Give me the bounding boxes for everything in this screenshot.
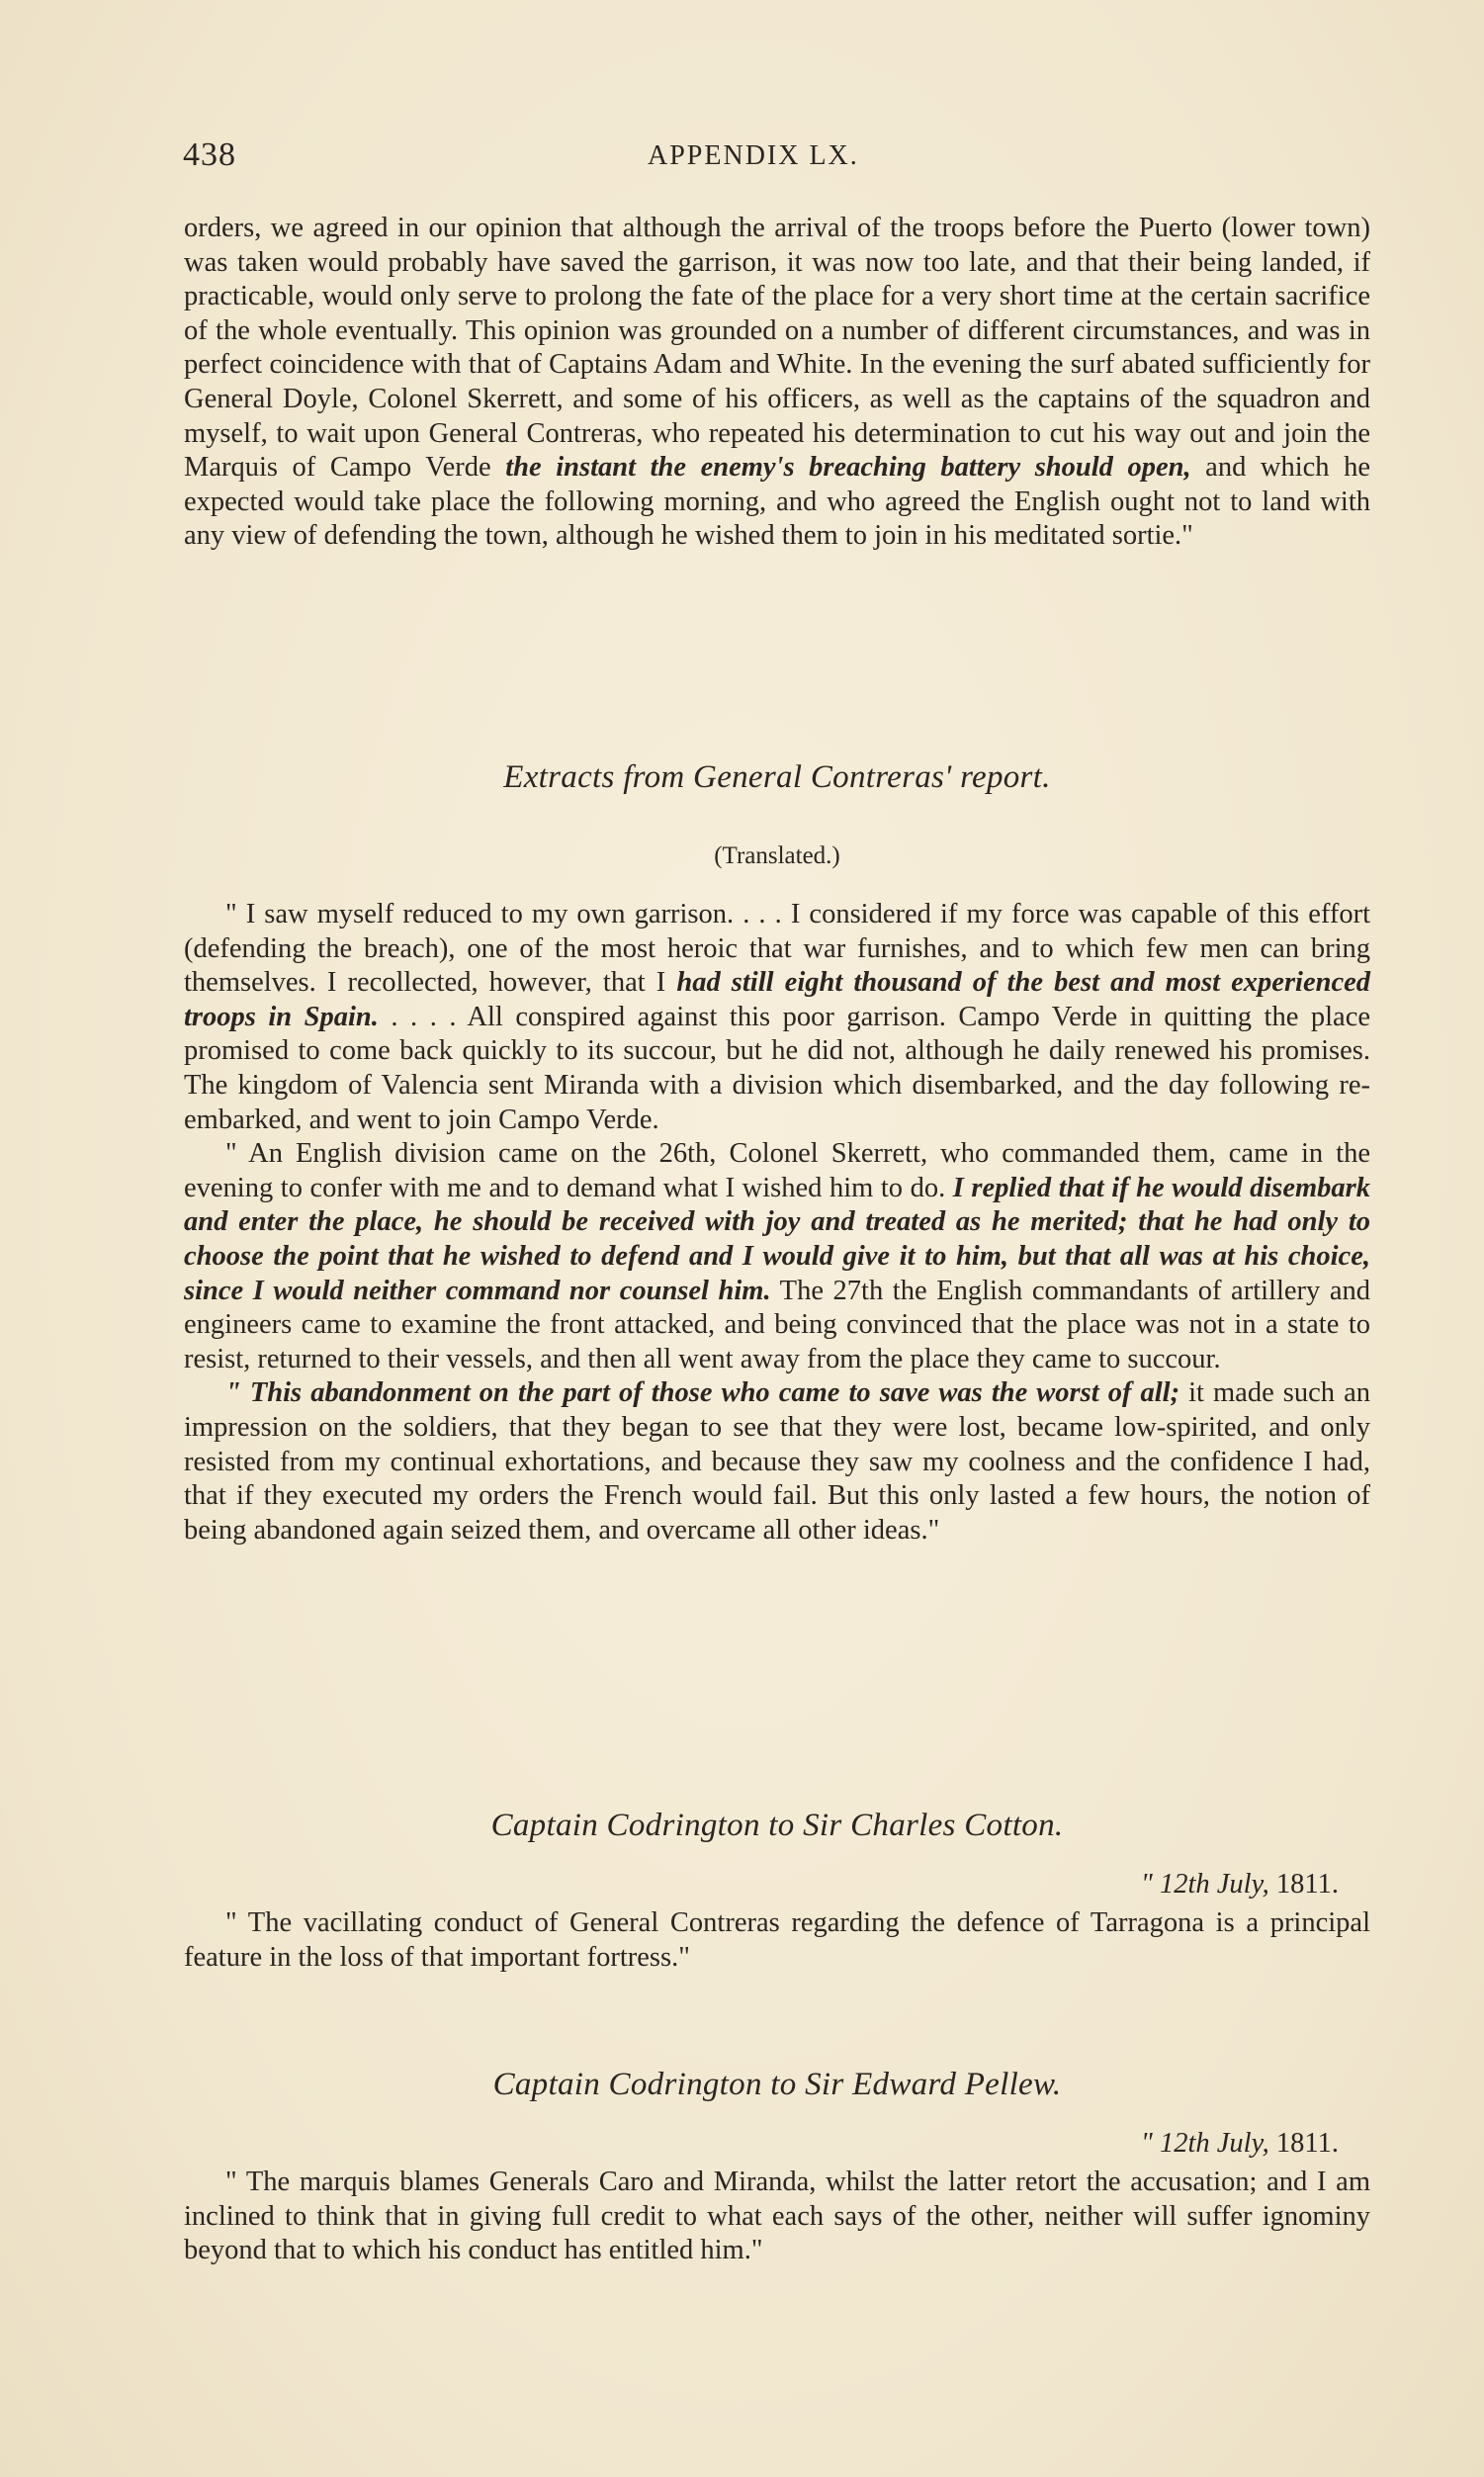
contreras-report-block xyxy=(184,898,1370,1548)
opening-emphasis: the instant the enemy's breaching battery should open, xyxy=(505,452,1191,484)
section-heading-cotton-letter: Captain Codrington to Sir Charles Cotton. xyxy=(490,1808,1064,1843)
translated-note: (Translated.) xyxy=(714,842,840,869)
cotton-letter-date xyxy=(184,1869,1339,1901)
report-paragraph-1 xyxy=(184,898,1370,1137)
page-header xyxy=(183,136,1369,186)
report-paragraph-3 xyxy=(184,1376,1370,1548)
pellew-date-year: 1811. xyxy=(1268,2128,1339,2159)
opening-paragraph xyxy=(184,212,1370,554)
opening-text: orders, we agreed in our opinion that although the arrival of the troops before the Puerto (lower town) was taken would probably have saved the garrison, it was now too late, and that their being landed, if practicable, would only serve to prolong the fate of the place for a very short time at the certain sacrifice of the whole eventually. This opinion was grounded on a number of different circumstances, and was in perfect coincidence with that of Captains Adam and White. In the evening the surf abated sufficiently for General Doyle, Colonel Skerrett, and some of his officers, as well as the captains of the squadron and myself, to wait upon General Contreras, who repeated his determination to cut his way out and join the Marquis of Campo Verde xyxy=(184,213,1370,484)
report-p1-text-end: . . . . All conspired against this poor garrison. Campo Verde in quitting the place promised to come back quickly to its succour, but he did not, although he daily renewed his promises. The kingdom of Valencia sent Miranda with a division which disembarked, and the day following re-embarked, and went to join Campo Verde. xyxy=(184,1001,1370,1135)
report-p2-emphasis: I replied that if he would disembark and enter the place, he should be received with joy and treated as he merited; that he had only to choose the point that he wished to defend and I would give it to him, but that all was at his choice, since I would neither command nor counsel him. xyxy=(184,1172,1370,1306)
pellew-letter-body: " The marquis blames Generals Caro and Miranda, whilst the latter retort the accusation; and I am inclined to think that in giving full credit to what each says of the other, neither will suffer ignominy beyond that to which his conduct has entitled him." xyxy=(184,2167,1370,2266)
opening-paragraph-block xyxy=(184,212,1370,554)
report-p3-text: it made such an impression on the soldiers, that they began to see that they were lost, became low-spirited, and only resisted from my continual exhortations, and because they saw my coolness and the confidence I had, that if they executed my orders the French would fail. But this only lasted a few hours, the notion of being abandoned again seized them, and overcame all other ideas." xyxy=(184,1377,1370,1546)
cotton-date-year: 1811. xyxy=(1268,1869,1339,1900)
report-p3-emphasis: " This abandonment on the part of those who came to save was the worst of all; xyxy=(225,1377,1180,1409)
report-p2-text: " An English division came on the 26th, Colonel Skerrett, who commanded them, came in the evening to confer with me and to demand what I wished him to do. xyxy=(184,1138,1370,1203)
opening-text-end: and which he expected would take place the following morning, and who agreed the English ought not to land with any view of defending the town, although he wished them to join in his meditated sortie." xyxy=(184,452,1370,552)
page-number: 438 xyxy=(183,136,236,173)
pellew-letter-block xyxy=(184,2166,1370,2268)
running-title: APPENDIX LX. xyxy=(648,140,859,171)
report-paragraph-2 xyxy=(184,1137,1370,1376)
cotton-letter-body: " The vacillating conduct of General Contreras regarding the defence of Tarragona is a principal feature in the loss of that important fortress." xyxy=(184,1907,1370,1973)
section-heading-contreras: Extracts from General Contreras' report. xyxy=(503,759,1051,795)
pellew-letter-date xyxy=(184,2128,1339,2160)
cotton-date-day: " 12th July, xyxy=(1140,1869,1269,1900)
report-p1-text: " I saw myself reduced to my own garrison. . . . I considered if my force was capable of this effort (defending the breach), one of the most heroic that war furnishes, and to which few men can bring themselves. I recollected, however, that I xyxy=(184,899,1370,999)
cotton-letter-block xyxy=(184,1906,1370,1975)
report-p1-emphasis: had still eight thousand of the best and most experienced troops in Spain. xyxy=(184,967,1371,1032)
section-heading-pellew-letter: Captain Codrington to Sir Edward Pellew. xyxy=(492,2067,1062,2102)
pellew-date-day: " 12th July, xyxy=(1140,2128,1269,2159)
report-p2-text-end: The 27th the English commandants of artillery and engineers came to examine the front attacked, and being convinced that the place was not in a state to resist, returned to their vessels, and then all went away from the place they came to succour. xyxy=(184,1275,1370,1374)
